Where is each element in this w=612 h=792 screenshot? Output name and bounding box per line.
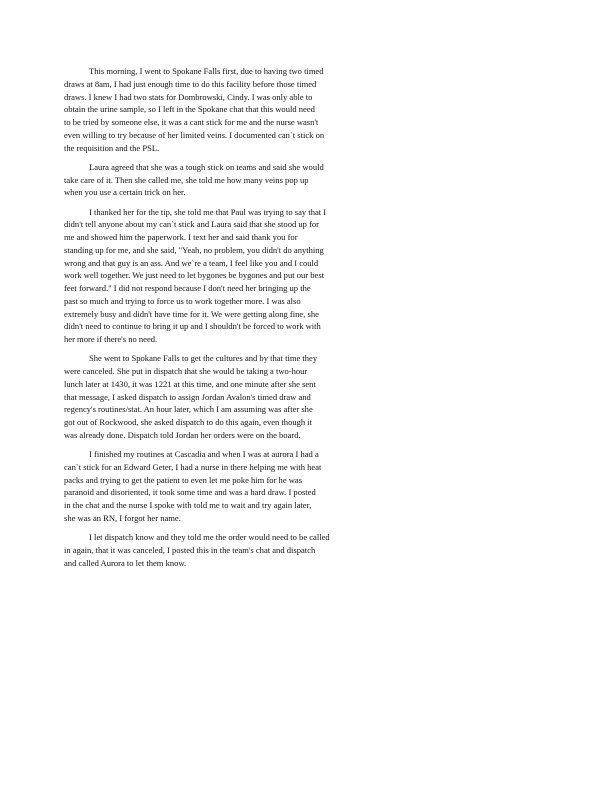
document-body: [64, 65, 356, 576]
paragraph: She went to Spokane Falls to get the cultures and by that time they were canceled. She put in dispatch that she would be taking a two-hour lunch later at 1430, it was 1221 at this time, and one minute after she sent that message, I asked dispatch to assign Jordan Avalon's timed draw and regency's routines/stat. An hour later, which I am assuming was after she got out of Rockwood, she asked dispatch to do this again, even though it was already done. Dispatch told Jordan her orders were on the board.: [64, 353, 318, 440]
paragraph: I finished my routines at Cascadia and when I was at aurora I had a can`t stick for an Edward Geter, I had a nurse in there helping me with heat packs and trying to get the patient to even let me poke him for he was paranoid and disoriented, it took some time and was a hard draw. I posted in the chat and the nurse I spoke with told me to wait and try again later, she was an RN, I forgot her name.: [64, 449, 322, 523]
paragraph: I let dispatch know and they told me the order would need to be called in again, that it was canceled, I posted this in the team's chat and dispatch and called Aurora to let them know.: [64, 532, 330, 568]
paragraph: I thanked her for the tip, she told me that Paul was trying to say that I didn't tell anyone about my can`t stick and Laura said that she stood up for me and showed him the paperwork. I text her and said thank you for standing up for me, and she said, "Yeah, no problem, you didn't do anything wrong and that guy is an ass. And we`re a team, I feel like you and I could work well together. We just need to let bygones be bygones and put our best feet forward." I did not respond because I don't need her bringing up the past so much and trying to force us to work together more. I was also extremely busy and didn't have time for it. We were getting along fine, she didn't need to continue to bring it up and I shouldn't be forced to work with her more if there's no need.: [64, 206, 327, 344]
paragraph: This morning, I went to Spokane Falls first, due to having two timed draws at 8am, I had just enough time to do this facility before those timed draws. I knew I had two stats for Dombrowski, Cindy. I was only able to obtain the urine sample, so I left in the Spokane chat that this would need to be tried by someone else, it was a cant stick for me and the nurse wasn't even willing to try because of her limited veins. I documented can`t stick on the requisition and the PSL.: [64, 66, 325, 153]
paragraph: Laura agreed that she was a tough stick on teams and said she would take care of it. Then she called me, she told me how many veins pop up when you use a certain trick on her.: [64, 161, 324, 198]
